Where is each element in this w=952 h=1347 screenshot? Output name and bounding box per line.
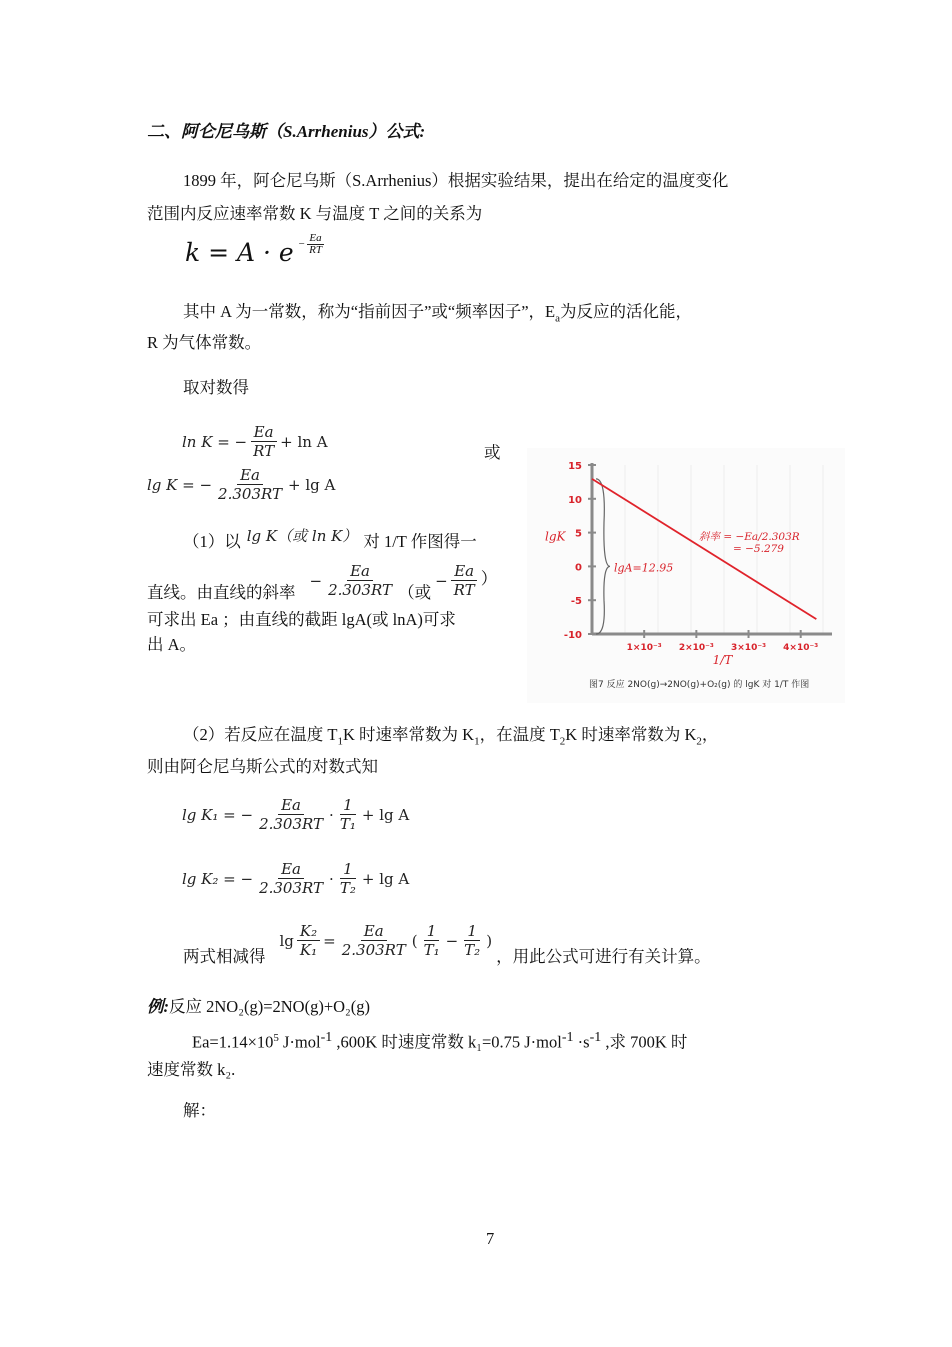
explain-line-2: R 为气体常数。 — [147, 333, 262, 352]
x-tick-label: 3×10⁻³ — [731, 643, 767, 653]
page-number: 7 — [486, 1229, 495, 1248]
intro-line-2: 范围内反应速率常数 K 与温度 T 之间的关系为 — [147, 204, 483, 223]
y-tick-label: 0 — [575, 562, 582, 574]
lgk2-formula: lg K₂ = − $\frac{Ea}{2.303RT}$ · $\frac{1}{\text{T₂}}$ + lg A — [182, 860, 410, 897]
take-log-text: 取对数得 — [183, 378, 249, 397]
y-tick-label: 5 — [575, 528, 582, 540]
example-line-2: $Ea=1.14\times 10^5$ J·mol$^{-1}$ ,600K 时速度常数 k₁=0.75 $J\cdot mol^{-1} \cdot s^{-1}$ ,求 700K 时 — [192, 1030, 688, 1052]
method1-line-3: 可求出 Ea ；由直线的截距 lgA(或 lnA)可求 — [147, 610, 456, 629]
x-tick-label: 1×10⁻³ — [626, 643, 662, 653]
y-axis-label: lgK — [545, 529, 566, 544]
lg-formula: lg K = − $\frac{Ea}{2.303RT}$ + lg A — [147, 466, 336, 503]
method1-line-1: （1）以 lg K（或 ln K） 对 1/T 作图得一 — [183, 527, 477, 551]
solution-label: 解： — [183, 1101, 216, 1120]
example-line-1: 例:反应 2NO₂(g)=2NO(g)+O₂(g) — [147, 997, 371, 1016]
chart-caption: 图7 反应 2NO(g)→2NO(g)+O₂(g) 的 lgK 对 1/T 作图 — [589, 680, 810, 690]
section-heading: 二、阿仑尼乌斯（S.Arrhenius）公式: — [147, 122, 426, 141]
subtract-formula: lg $\frac{\text{K₂}}{\text{K₁}}$ = $\frac{Ea}{2.303RT}$ ( $\frac{1}{\text{T₁}}$ − $\frac{1}{\text{T₂}}$ ) — [279, 922, 493, 959]
x-axis-label: 1/T — [712, 653, 733, 667]
method1-line-4: 出 A。 — [147, 635, 197, 654]
slope-annotation: 斜率 = −Ea/2.303R — [699, 531, 800, 543]
subtract-line: 两式相减得 lg $\frac{\text{K₂}}{\text{K₁}}$ = $\frac{Ea}{2.303RT}$ ( $\frac{1}{\text{T₁}}$ − $\frac{1}{\text{T₂}}$ ) ，用此公式可进行有关计算。 — [183, 922, 711, 966]
ln-formula: ln K = − $\frac{Ea}{RT}$ + ln A — [182, 423, 328, 460]
method2-line-1: （2）若反应在温度 $T_1K$ 时速率常数为 $K_1$，在温度 $T_2K$ 时速率常数为 $K_2$， — [183, 725, 719, 748]
y-tick-label: -10 — [563, 630, 582, 641]
arrhenius-formula: k = A · e − $\frac{Ea}{RT}$ — [185, 231, 322, 267]
lgk-vs-1-over-t-chart — [527, 448, 845, 703]
lgk1-formula: lg K₁ = − $\frac{Ea}{2.303RT}$ · $\frac{1}{\text{T₁}}$ + lg A — [182, 796, 410, 833]
y-tick-label: -5 — [570, 596, 582, 608]
x-tick-label: 2×10⁻³ — [678, 643, 714, 653]
or-word: 或 — [484, 443, 501, 462]
intercept-brace — [596, 479, 610, 634]
y-tick-label: 10 — [568, 494, 582, 506]
example-line-3: 速度常数 k₂. — [147, 1060, 236, 1079]
chart-svg — [527, 448, 845, 703]
x-tick-label: 4×10⁻³ — [783, 643, 819, 653]
intercept-annotation: lgA=12.95 — [614, 561, 674, 575]
method1-line-2: 直线。由直线的斜率 − $\frac{Ea}{2.303RT}$ （或 − $\frac{Ea}{RT}$ ） — [147, 562, 498, 602]
intro-line-1: 1899 年，阿仑尼乌斯（S.Arrhenius）根据实验结果，提出在给定的温度变化 — [183, 171, 729, 190]
method2-line-2: 则由阿仑尼乌斯公式的对数式知 — [147, 757, 378, 776]
slope-value-annotation: = −5.279 — [733, 543, 784, 555]
y-tick-label: 15 — [568, 461, 582, 472]
explain-line-1: 其中 A 为一常数，称为“指前因子”或“频率因子”，$E_a$为反应的活化能， — [183, 302, 693, 325]
